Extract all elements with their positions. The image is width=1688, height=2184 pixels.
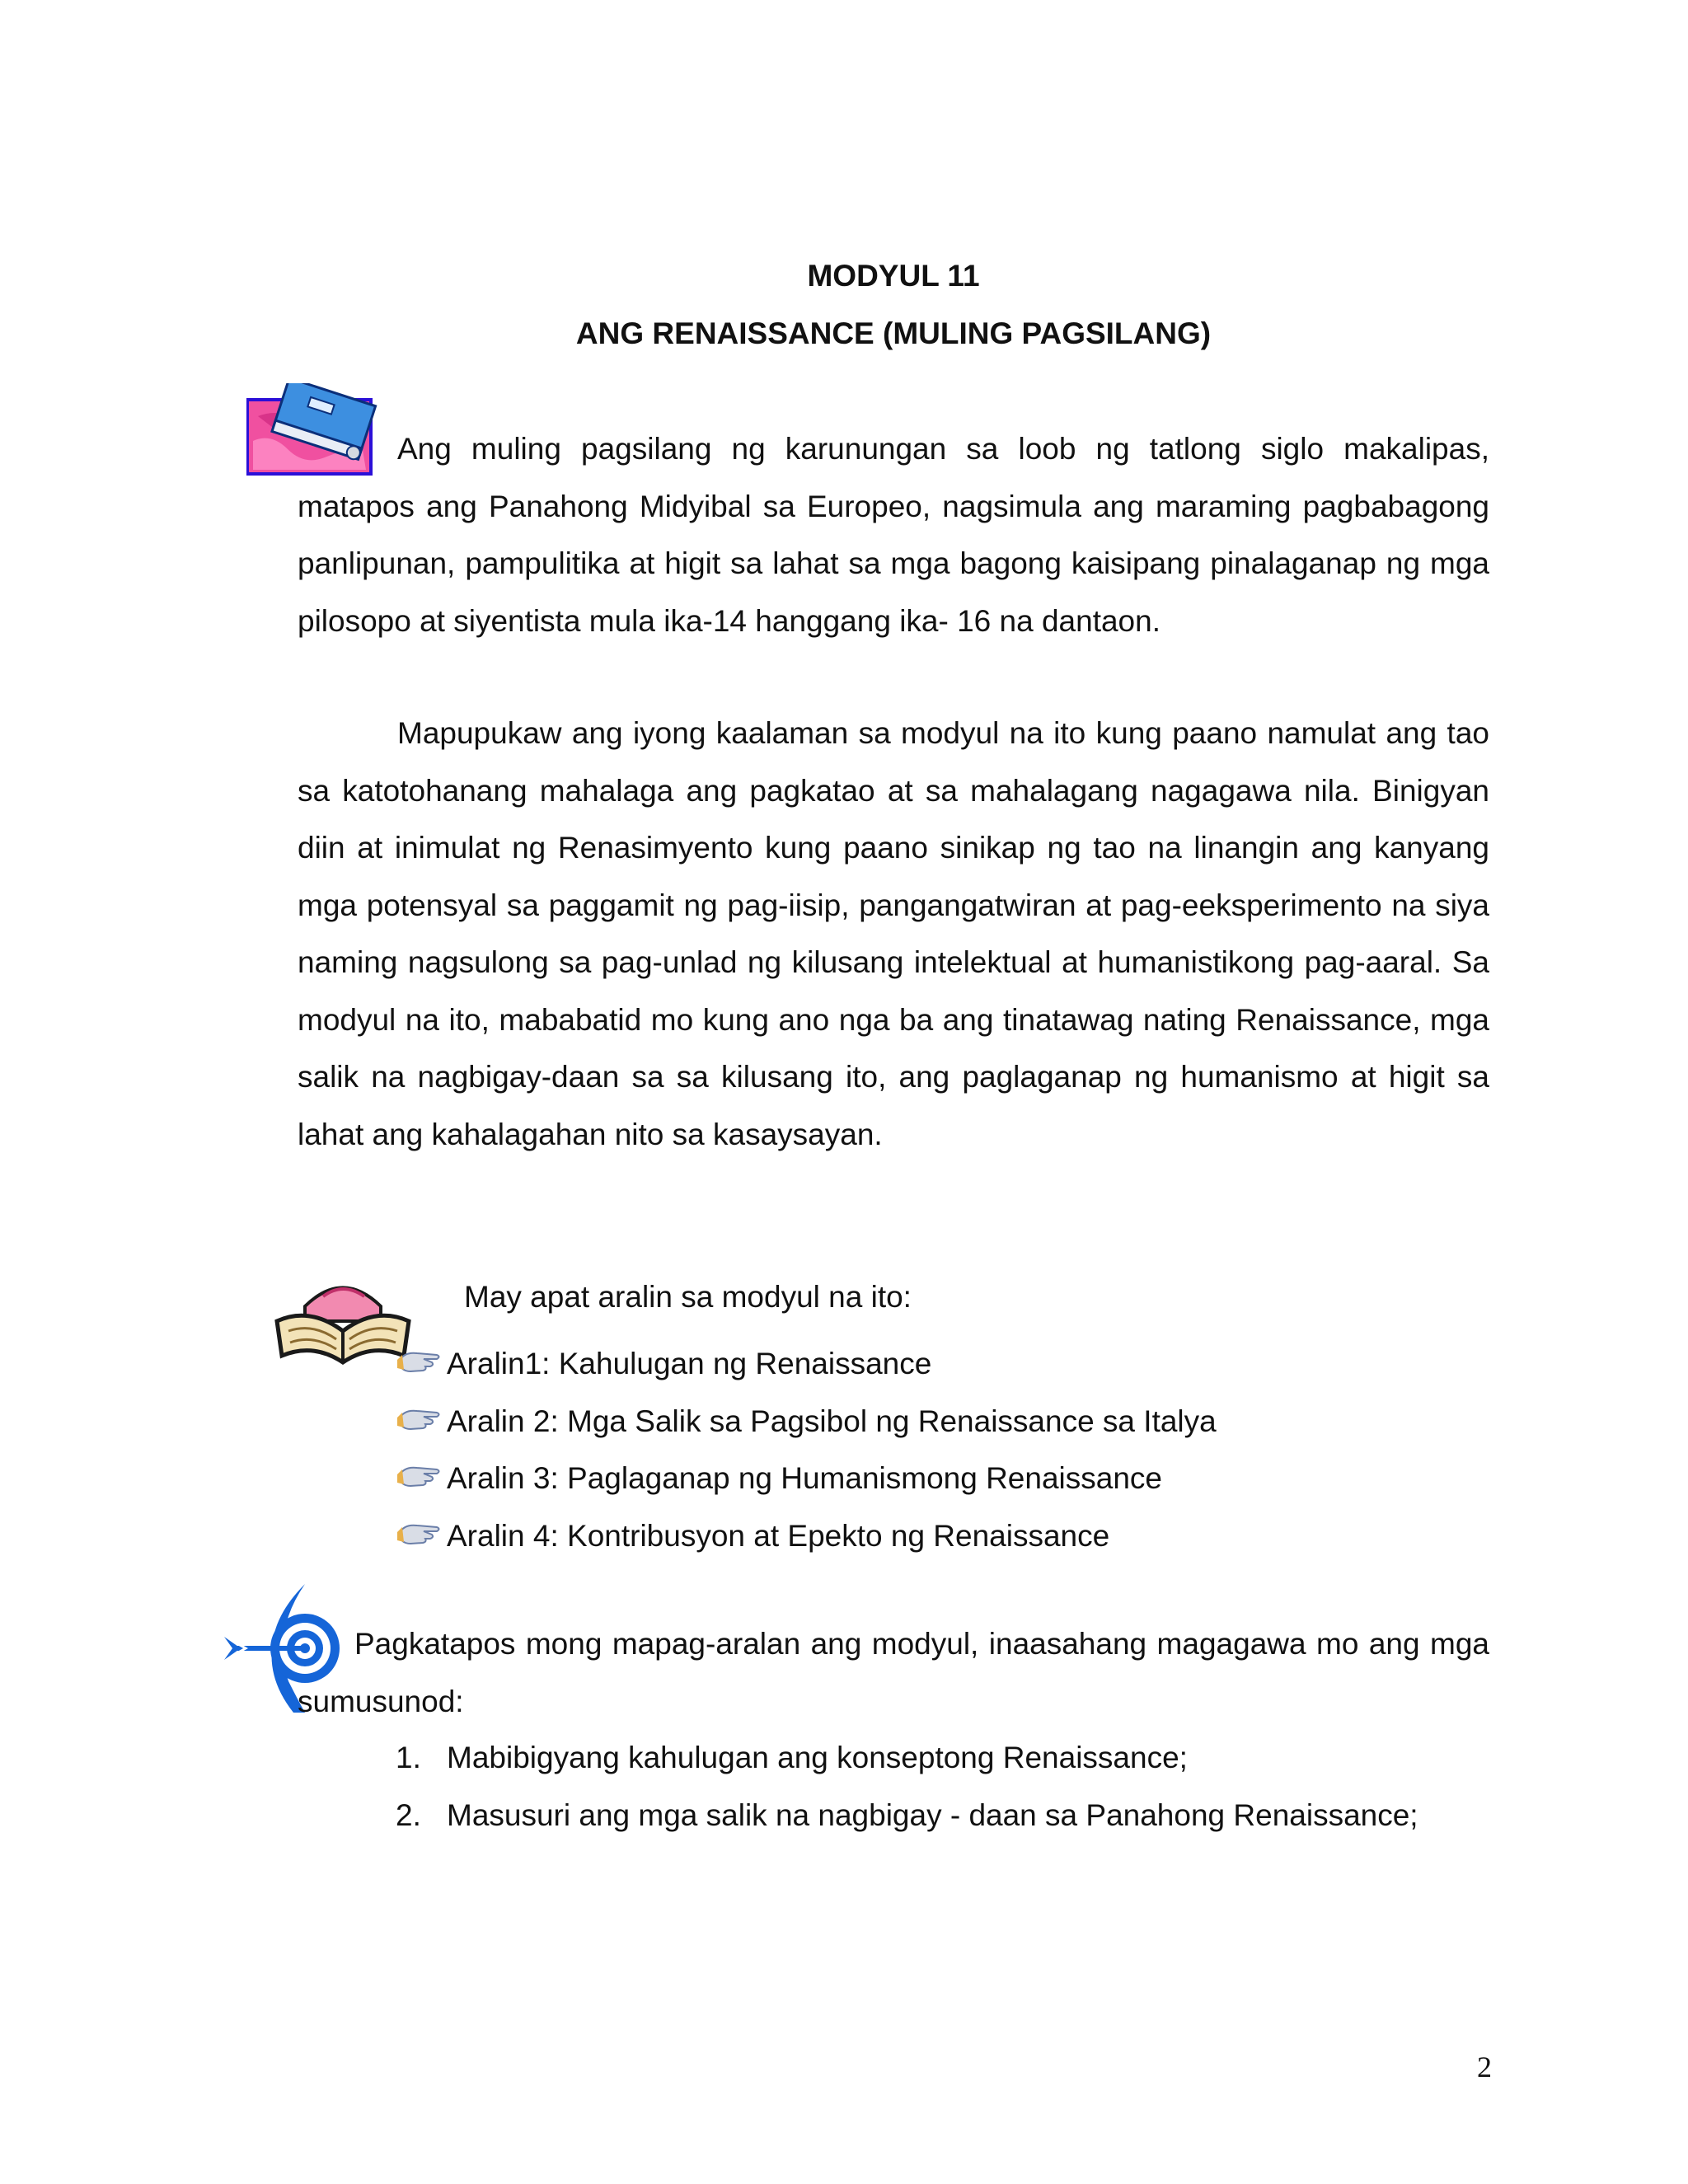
objective-item xyxy=(396,1787,1489,1844)
objectives-intro: Pagkatapos mong mapag-aralan ang modyul, inaasahang magagawa mo ang mga sumusunod: xyxy=(298,1627,1489,1718)
module-number: MODYUL 11 xyxy=(807,259,980,293)
lesson-label: Aralin 3: Paglaganap ng Humanismong Renaissance xyxy=(447,1461,1162,1495)
pointing-hand-icon xyxy=(396,1347,442,1375)
pointing-hand-icon xyxy=(396,1404,442,1432)
pointing-hand-icon xyxy=(396,1461,442,1489)
open-book-icon xyxy=(272,1273,414,1367)
module-title: ANG RENAISSANCE (MULING PAGSILANG) xyxy=(575,316,1212,350)
lesson-label: Aralin 2: Mga Salik sa Pagsibol ng Renaissance sa Italya xyxy=(447,1404,1217,1438)
objective-number: 1. xyxy=(396,1741,421,1774)
objectives-list xyxy=(396,1729,1489,1844)
intro-paragraph-2: Mapupukaw ang iyong kaalaman sa modyul na ito kung paano namulat ang tao sa katotohanang mahalaga ang pagkatao at sa mahalagang nagagawa nila. Binigyan diin at inimulat ng Renasimyento kung paano sinikap ng tao na linangin ang kanyang mga potensyal sa paggamit ng pag-iisip, pangangatwiran at pag-eeksperimento na siya naming nagsulong sa pag-unlad ng kilusang intelektual at humanistikong pag-aaral. Sa modyul na ito, mababatid mo kung ano nga ba ang tinatawag nating Renaissance, mga salik na nagbigay-daan sa sa kilusang ito, ang paglaganap ng humanismo at higit sa lahat ang kahalagahan nito sa kasaysayan. xyxy=(298,716,1489,1151)
intro-paragraph-1: Ang muling pagsilang ng karunungan sa loob ng tatlong siglo makalipas, matapos ang Panahong Midyibal sa Europeo, nagsimula ang maraming pagbabagong panlipunan, pampulitika at higit sa lahat sa mga bagong kaisipang pinalaganap ng mga pilosopo at siyentista mula ika-14 hanggang ika- 16 na dantaon. xyxy=(298,432,1489,638)
page-number: 2 xyxy=(1477,2050,1492,2083)
objective-text: Mabibigyang kahulugan ang konseptong Renaissance; xyxy=(447,1741,1188,1774)
lessons-intro: May apat aralin sa modyul na ito: xyxy=(464,1280,912,1314)
objective-number: 2. xyxy=(396,1797,421,1832)
lesson-label: Aralin 4: Kontribusyon at Epekto ng Renaissance xyxy=(447,1518,1110,1553)
lesson-label: Aralin1: Kahulugan ng Renaissance xyxy=(447,1347,932,1380)
lesson-list xyxy=(396,1335,1217,1564)
lesson-item xyxy=(396,1507,1217,1565)
objective-item xyxy=(396,1729,1489,1787)
lesson-item xyxy=(396,1335,1217,1393)
objective-text: Masusuri ang mga salik na nagbigay - daan sa Panahong Renaissance; xyxy=(447,1797,1418,1832)
lesson-item xyxy=(396,1450,1217,1507)
lesson-item xyxy=(396,1393,1217,1451)
pointing-hand-icon xyxy=(396,1519,442,1547)
